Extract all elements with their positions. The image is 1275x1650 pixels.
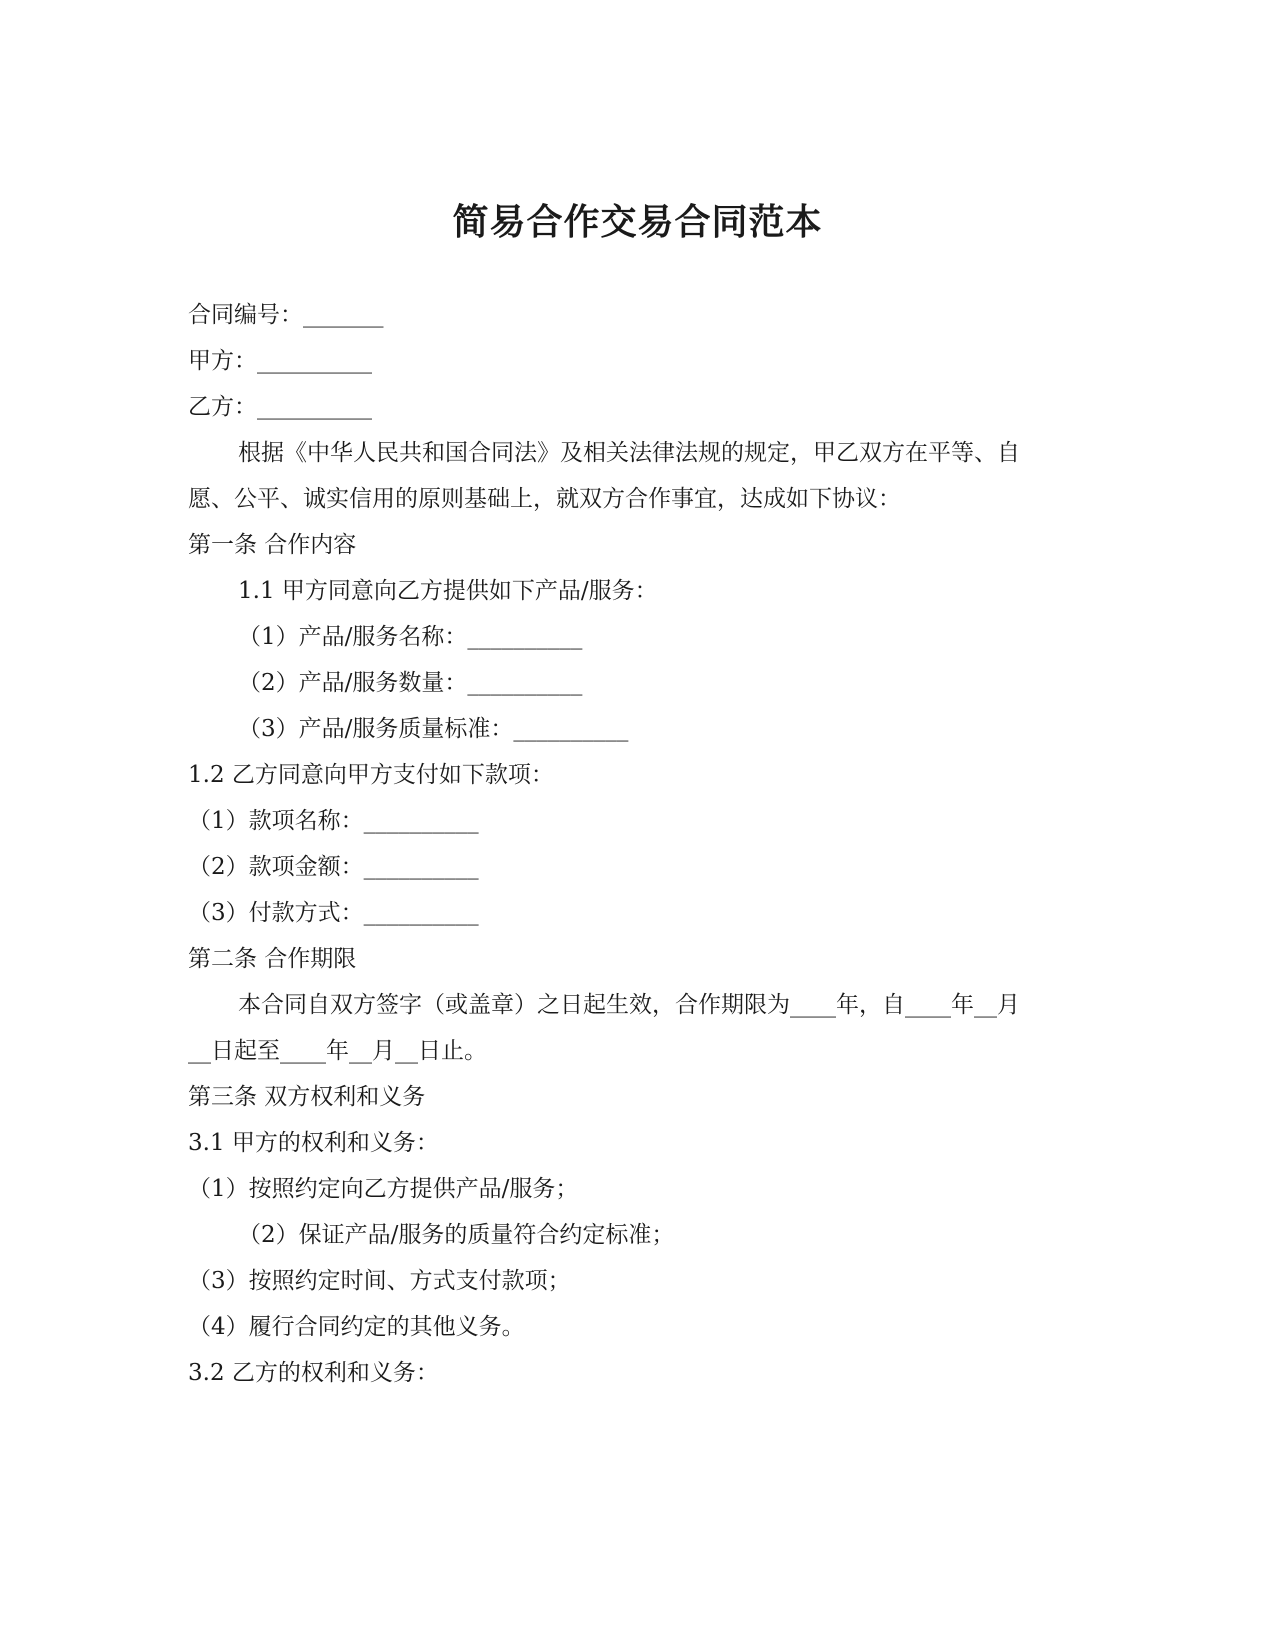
article-2-heading: 第二条 合作期限 [188, 946, 357, 972]
party-b-field: 乙方：__________ [188, 394, 372, 420]
clause-3-1: 3.1 甲方的权利和义务： [188, 1130, 439, 1156]
list-item: （4）履行合同约定的其他义务。 [188, 1314, 525, 1340]
clause-1-1: 1.1 甲方同意向乙方提供如下产品/服务： [238, 578, 658, 604]
article-3-heading: 第三条 双方权利和义务 [188, 1084, 426, 1110]
list-item: （1）按照约定向乙方提供产品/服务； [188, 1176, 579, 1202]
clause-1-2: 1.2 乙方同意向甲方支付如下款项： [188, 762, 554, 788]
contract-number-field: 合同编号：_______ [188, 302, 384, 328]
list-item: （1）款项名称：__________ [188, 808, 479, 834]
article-2-line-2: __日起至____年__月__日止。 [188, 1038, 487, 1064]
list-item: （2）保证产品/服务的质量符合约定标准； [238, 1222, 675, 1248]
list-item: （2）产品/服务数量：__________ [238, 670, 583, 696]
article-1-heading: 第一条 合作内容 [188, 532, 357, 558]
list-item: （1）产品/服务名称：__________ [238, 624, 583, 650]
list-item: （3）按照约定时间、方式支付款项； [188, 1268, 571, 1294]
preamble-line-1: 根据《中华人民共和国合同法》及相关法律法规的规定，甲乙双方在平等、自 [238, 440, 1020, 466]
article-2-line-1: 本合同自双方签字（或盖章）之日起生效，合作期限为____年，自____年__月 [238, 992, 1020, 1018]
clause-3-2: 3.2 乙方的权利和义务： [188, 1360, 439, 1386]
list-item: （2）款项金额：__________ [188, 854, 479, 880]
document-title: 简易合作交易合同范本 [452, 201, 823, 243]
party-a-field: 甲方：__________ [188, 348, 372, 374]
list-item: （3）付款方式：__________ [188, 900, 479, 926]
preamble-line-2: 愿、公平、诚实信用的原则基础上，就双方合作事宜，达成如下协议： [188, 486, 901, 512]
list-item: （3）产品/服务质量标准：__________ [238, 716, 629, 742]
